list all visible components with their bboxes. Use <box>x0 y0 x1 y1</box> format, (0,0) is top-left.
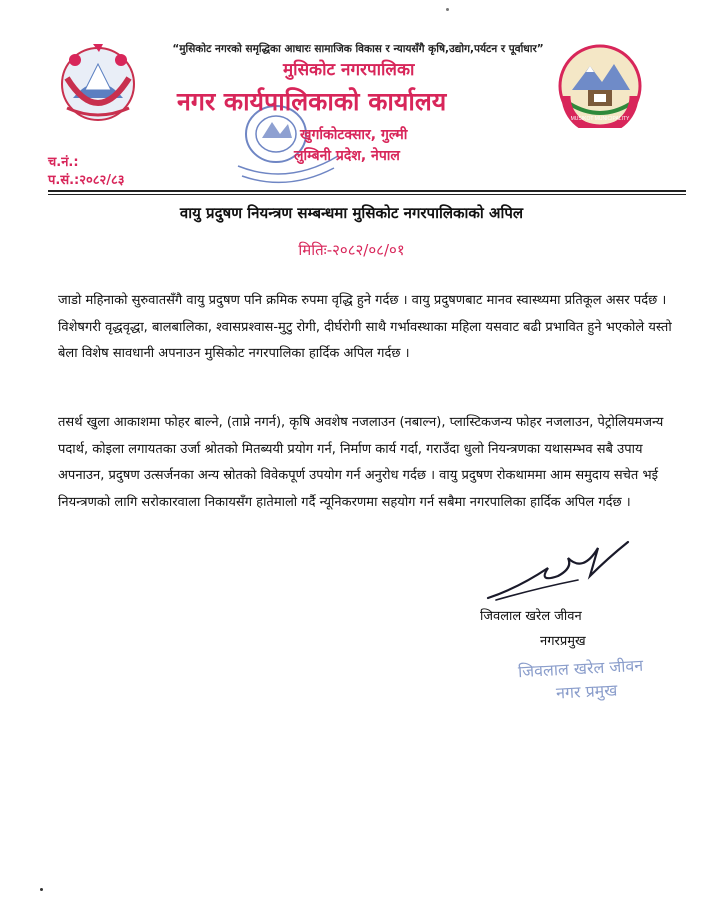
letter-subject: वायु प्रदुषण नियन्त्रण सम्बन्धमा मुसिकोट नगरपालिकाको अपिल <box>179 204 524 222</box>
municipality-name: मुसिकोट नगरपालिका <box>283 60 415 80</box>
signatory-name: जिवलाल खरेल जीवन <box>480 609 582 624</box>
nepal-emblem-logo <box>55 38 141 124</box>
title-stamp: नगर प्रमुख <box>555 680 618 703</box>
handwritten-signature <box>478 528 638 608</box>
right-logo-label: MUSIKOT MUNICIPALITY <box>570 116 630 122</box>
reference-number-label: च.नं.: <box>48 155 79 170</box>
name-stamp: जिवलाल खरेल जीवन <box>517 655 644 682</box>
office-title: नगर कार्यपालिकाको कार्यालय <box>177 87 447 116</box>
scan-speck <box>40 888 43 891</box>
body-paragraph-2: तसर्थ खुला आकाशमा फोहर बाल्ने, (ताप्ने नगर्न), कृषि अवशेष नजलाउन (नबाल्न), प्लास्टिकजन्य फोहर नजलाउन, पेट्रोलियमजन्य पदार्थ, कोइला लगायतका उर्जा श्रोतको मितब्ययी प्रयोग गर्न, निर्माण कार्य गर्दा, गराउँदा धुलो नियन्त्रणका यथासम्भव सबै उपाय अपनाउन, प्रदुषण उत्सर्जनका अन्य स्रोतको विवेकपूर्ण उपयोग गर्न अनुरोध गर्दछ । वायु प्रदुषण रोकथाममा आम समुदाय सचेत भई नियन्त्रणको लागि सरोकारवाला निकायसँग हातेमालो गर्दै न्यूनिकरणमा सहयोग गर्न सबैमा नगरपालिका हार्दिक अपिल गर्दछ । <box>58 415 664 510</box>
municipality-motto: “मुसिकोट नगरको समृद्धिका आधारः सामाजिक विकास र न्यायसँगै कृषि,उद्योग,पर्यटन र पूर्वाधार” <box>172 43 544 55</box>
office-address-line-2: लुम्बिनी प्रदेश, नेपाल <box>294 148 400 164</box>
scan-speck <box>446 8 449 11</box>
header-divider <box>48 190 686 192</box>
office-address-line-1: खुर्गाकोटक्सार, गुल्मी <box>300 127 408 143</box>
letter-number: प.सं.:२०८२/८३ <box>48 173 125 188</box>
signatory-title: नगरप्रमुख <box>540 634 586 649</box>
header-divider-thin <box>48 194 686 195</box>
body-paragraph-1: जाडो महिनाको सुरुवातसँगै वायु प्रदुषण पनि क्रमिक रुपमा वृद्धि हुने गर्दछ । वायु प्रदुषणबाट मानव स्वास्थ्यमा प्रतिकूल असर पर्दछ । विशेषगरी वृद्धवृद्धा, बालबालिका, श्वासप्रश्वास-मुटु रोगी, दीर्घरोगी साथै गर्भावस्थाका महिला यसवाट बढी प्रभावित हुने भएकोले यस्तो बेला विशेष सावधानी अपनाउन मुसिकोट नगरपालिका हार्दिक अपिल गर्दछ । <box>58 293 672 361</box>
musikot-municipality-logo <box>558 44 642 128</box>
letter-date: मितिः-२०८२/०८/०१ <box>298 241 405 259</box>
